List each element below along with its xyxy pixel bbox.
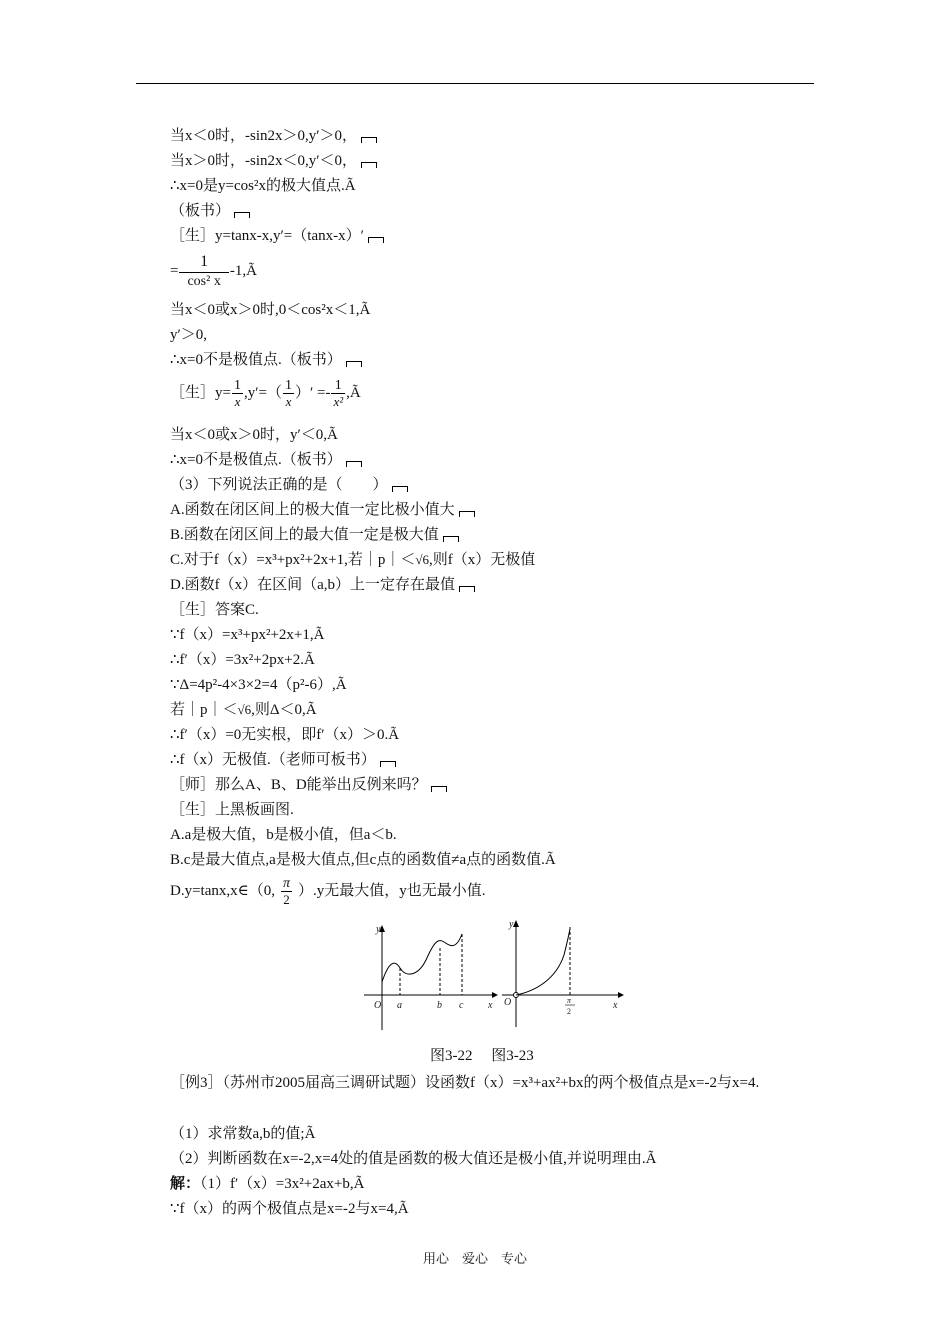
figure-3-22 bbox=[362, 920, 502, 1040]
text-line: （3）下列说法正确的是（ ） bbox=[170, 475, 408, 495]
curve bbox=[382, 934, 462, 982]
figure-caption: 图3-22 图3-23 bbox=[430, 1048, 534, 1064]
text-line: 若｜p｜＜√6,则Δ＜0,Ã bbox=[170, 702, 317, 718]
paragraph-mark-icon bbox=[234, 212, 250, 218]
pi-label: π bbox=[567, 996, 572, 1005]
point-label-b: b bbox=[437, 1000, 442, 1011]
text-line: A.a是极大值，b是极小值，但a＜b. bbox=[170, 827, 397, 843]
text-line: y′＞0, bbox=[170, 327, 208, 343]
paragraph-mark-icon bbox=[443, 536, 459, 542]
paragraph-mark-icon bbox=[361, 162, 377, 168]
paragraph-mark-icon bbox=[392, 486, 408, 492]
text-line: ∵f（x）=x³+px²+2x+1,Ã bbox=[170, 627, 325, 643]
two-label: 2 bbox=[567, 1007, 571, 1016]
point-label-c: c bbox=[459, 1000, 464, 1011]
text-line: ∴f′（x）=0无实根，即f′（x）＞0.Ã bbox=[170, 727, 400, 743]
origin-label: O bbox=[504, 997, 512, 1008]
text-line: C.对于f（x）=x³+px²+2x+1,若｜p｜＜√6,则f（x）无极值 bbox=[170, 552, 536, 568]
text-line: B.函数在闭区间上的最大值一定是极大值 bbox=[170, 525, 459, 545]
text-line: ∴x=0不是极值点.（板书） bbox=[170, 450, 362, 470]
fraction: $\frac{1}{x}$ bbox=[233, 378, 241, 409]
text-line: ［生］y=tanx-x,y′=（tanx-x）′ bbox=[170, 226, 384, 246]
text-line: （1）求常数a,b的值;Ã bbox=[170, 1126, 316, 1142]
fraction: $\frac{1}{\text{cos² x}}$ bbox=[179, 252, 228, 291]
point-label-a: a bbox=[397, 1000, 402, 1011]
x-axis-arrow-icon bbox=[492, 992, 498, 998]
paragraph-mark-icon bbox=[368, 237, 384, 243]
x-label: x bbox=[613, 1000, 618, 1011]
paragraph-mark-icon bbox=[346, 361, 362, 367]
text-line: ∵Δ=4p²-4×3×2=4（p²-6）,Ã bbox=[170, 677, 347, 693]
text-line: ∴f′（x）=3x²+2px+2.Ã bbox=[170, 652, 315, 668]
solution-label: 解： bbox=[170, 1176, 201, 1192]
example-paragraph: ［例3］（苏州市2005届高三调研试题）设函数f（x）=x³+ax²+bx的两个极值点是x=-2与x=4. bbox=[170, 1075, 760, 1091]
paragraph-mark-icon bbox=[459, 511, 475, 517]
text-line: 解：（1）f′（x）=3x²+2ax+b,Ã bbox=[170, 1176, 365, 1192]
text-line: ∴x=0是y=cos²x的极大值点.Ã bbox=[170, 178, 356, 194]
page-footer: 用心 爱心 专心 bbox=[422, 1251, 527, 1266]
x-axis-arrow-icon bbox=[618, 992, 624, 998]
text-line: （板书） bbox=[170, 201, 250, 221]
text-line: （2）判断函数在x=-2,x=4处的值是函数的极大值还是极小值,并说明理由.Ã bbox=[170, 1151, 657, 1167]
sqrt-expression: √6 bbox=[415, 552, 429, 567]
tan-curve bbox=[516, 929, 570, 995]
figure-3-23 bbox=[500, 915, 630, 1035]
paragraph-mark-icon bbox=[346, 461, 362, 467]
y-label: y bbox=[376, 924, 381, 935]
text-line: B.c是最大值点,a是极大值点,但c点的函数值≠a点的函数值.Ã bbox=[170, 852, 556, 868]
text-line: ∴x=0不是极值点.（板书） bbox=[170, 350, 362, 370]
text-line: 当x＜0或x＞0时，y′＜0,Ã bbox=[170, 427, 338, 443]
origin-label: O bbox=[374, 1000, 382, 1011]
paragraph-mark-icon bbox=[361, 137, 377, 143]
text-line: 当x＞0时，-sin2x＜0,y′＜0， bbox=[170, 151, 377, 171]
text-line: ［师］那么A、B、D能举出反例来吗？ bbox=[170, 775, 447, 795]
text-line: ［生］答案C. bbox=[170, 602, 259, 618]
fraction: $\frac{\pi}{2}$ bbox=[282, 876, 290, 907]
text-line-fraction: ［生］y= $\frac{1}{x}$ ,y′=（ $\frac{1}{x}$ ）′ =- $\frac{1}{\text{x²}}$ ,Ã bbox=[170, 378, 361, 409]
x-label: x bbox=[488, 1000, 493, 1011]
paragraph-mark-icon bbox=[459, 586, 475, 592]
y-axis-arrow-icon bbox=[513, 920, 519, 927]
text-line: ∴f（x）无极值.（老师可板书） bbox=[170, 750, 396, 770]
text-line: 当x＜0时，-sin2x＞0,y′＞0， bbox=[170, 126, 377, 146]
text-line-fraction: = $\frac{1}{\text{cos² x}}$ -1,Ã bbox=[170, 253, 257, 289]
y-label: y bbox=[509, 919, 514, 930]
paragraph-mark-icon bbox=[380, 761, 396, 767]
sqrt-expression: √6 bbox=[237, 702, 252, 717]
text-line: 当x＜0或x＞0时,0＜cos²x＜1,Ã bbox=[170, 302, 371, 318]
paragraph-mark-icon bbox=[431, 786, 447, 792]
text-line: A.函数在闭区间上的极大值一定比极小值大 bbox=[170, 500, 475, 520]
text-line-fraction: D.y=tanx,x∈（0, $\frac{\pi}{2}$ ）.y无最大值，y也无最小值. bbox=[170, 876, 486, 907]
text-line: ∵f（x）的两个极值点是x=-2与x=4,Ã bbox=[170, 1201, 409, 1217]
fraction: $\frac{1}{x}$ bbox=[284, 378, 292, 409]
fraction: $\frac{1}{\text{x²}}$ bbox=[333, 378, 344, 409]
text-line: D.函数f（x）在区间（a,b）上一定存在最值 bbox=[170, 575, 475, 595]
header-rule bbox=[136, 83, 814, 84]
text-line: ［生］上黑板画图. bbox=[170, 802, 294, 818]
